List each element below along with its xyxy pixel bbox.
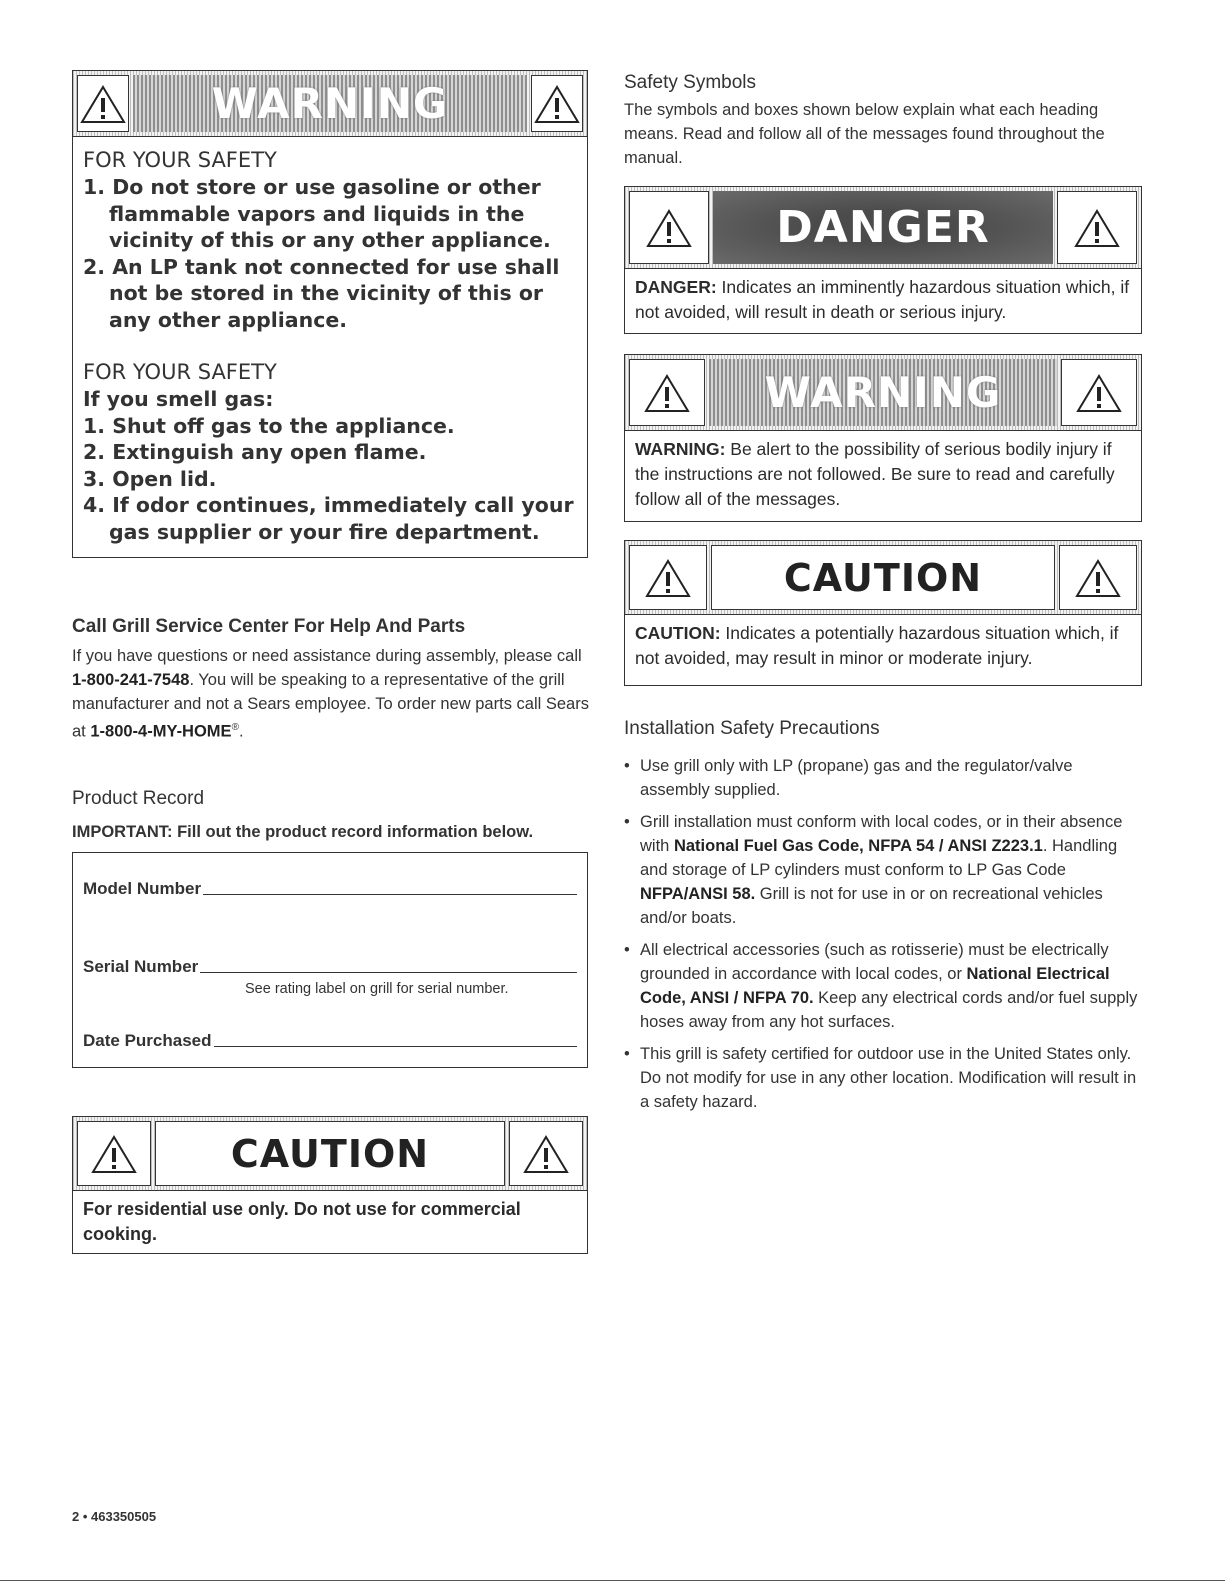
warning-triangle-icon [1061, 359, 1137, 426]
list-item: • Use grill only with LP (propane) gas and the regulator/valve assembly supplied. [624, 754, 1144, 802]
safety-symbols-intro: The symbols and boxes shown below explain what each heading means. Read and follow all of the messages found throughout the manual. [624, 101, 1105, 167]
caution-banner [73, 1117, 587, 1191]
safety-symbols-title: Safety Symbols [624, 72, 756, 93]
serial-number-field[interactable] [200, 972, 577, 973]
bullet-text: All electrical accessories (such as rotisserie) must be electrically grounded in accordance with local codes, or [640, 941, 1109, 983]
warning-triangle-icon [77, 1121, 151, 1186]
model-number-field[interactable] [203, 894, 577, 895]
list-item: 2. An LP tank not connected for use shall not be stored in the vicinity of this or any other appliance. [83, 254, 560, 332]
caution-box [624, 540, 1142, 686]
caution-signal-word: CAUTION [711, 545, 1055, 610]
warning-triangle-icon [509, 1121, 583, 1186]
service-text: If you have questions or need assistance during assembly, please call [72, 647, 582, 665]
serial-number-note: See rating label on grill for serial number. [245, 981, 509, 997]
date-purchased-label: Date Purchased [83, 1031, 212, 1050]
model-number-label: Model Number [83, 879, 202, 898]
serial-number-row [83, 957, 577, 977]
installation-title: Installation Safety Precautions [624, 718, 880, 739]
section-title: FOR YOUR SAFETY [83, 360, 277, 384]
installation-list [624, 754, 1144, 1122]
danger-box [624, 186, 1142, 334]
list-item [624, 810, 1144, 930]
warning-box [624, 354, 1142, 522]
warning-triangle-icon [1057, 191, 1137, 264]
warning-banner [625, 355, 1141, 431]
warning-triangle-icon [1059, 545, 1137, 610]
product-record-box [72, 852, 588, 1068]
caution-text [625, 615, 1141, 679]
danger-label: DANGER: [635, 277, 717, 297]
gas-smell-steps-list [83, 413, 577, 546]
date-purchased-row [83, 1031, 577, 1051]
caution-text: For residential use only. Do not use for commercial cooking. [83, 1199, 521, 1244]
list-item: 2. Extinguish any open flame. [83, 440, 427, 464]
warning-description: Be alert to the possibility of serious bodily injury if the instructions are not followed. Be sure to read and carefully follow all of the messages. [635, 439, 1115, 509]
bullet-text: Grill installation must conform with local codes, or in their absence with [640, 813, 1123, 855]
code-reference: NFPA/ANSI 58. [640, 885, 756, 903]
service-center-title: Call Grill Service Center For Help And Parts [72, 616, 466, 637]
list-item: 4. If odor continues, immediately call your gas supplier or your fire department. [83, 493, 574, 544]
important-note: IMPORTANT: Fill out the product record information below. [72, 823, 534, 841]
bullet-text: Keep any electrical cords and/or fuel supply hoses away from any hot surfaces. [640, 989, 1138, 1031]
service-text: . [238, 722, 244, 741]
warning-triangle-icon [77, 75, 129, 132]
service-text: . You will be speaking to a representative of the grill manufacturer and not a Sears employee. To order new parts call Sears at [72, 671, 589, 741]
warning-text [625, 431, 1141, 520]
registered-mark: ® [231, 722, 239, 733]
footer-divider [0, 1580, 1225, 1581]
list-item: • This grill is safety certified for outdoor use in the United States only. Do not modify for use in any other location. Modification will result in a safety hazard. [624, 1042, 1144, 1114]
warning-triangle-icon [629, 359, 705, 426]
fire-safety-warning-box [72, 70, 588, 558]
warning-label: WARNING: [635, 439, 726, 459]
warning-triangle-icon [531, 75, 583, 132]
caution-banner [625, 541, 1141, 615]
page-number: 2 • 463350505 [72, 1509, 157, 1524]
code-reference: National Electrical Code, ANSI / NFPA 70. [640, 965, 1110, 1007]
warning-triangle-icon [629, 191, 709, 264]
caution-label: CAUTION: [635, 623, 721, 643]
bullet-text: Grill is not for use in or on recreational vehicles and/or boats. [640, 885, 1103, 927]
danger-banner [625, 187, 1141, 269]
warning-signal-word: WARNING [133, 75, 527, 132]
danger-text [625, 269, 1141, 333]
serial-number-label: Serial Number [83, 957, 199, 976]
storage-rules-list [83, 174, 577, 333]
residential-caution-box [72, 1116, 588, 1254]
list-item [624, 938, 1144, 1034]
list-item: 1. Do not store or use gasoline or other flammable vapors and liquids in the vicinity of this or any other appliance. [83, 175, 551, 252]
date-purchased-field[interactable] [214, 1046, 578, 1047]
sears-phone: 1-800-4-MY-HOME [90, 722, 232, 741]
warning-triangle-icon [629, 545, 707, 610]
model-number-row [83, 879, 577, 899]
danger-signal-word: DANGER [713, 191, 1053, 264]
bullet-text: . Handling and storage of LP cylinders must conform to LP Gas Code [640, 837, 1118, 879]
service-phone: 1-800-241-7548 [72, 671, 190, 689]
service-center-text [72, 644, 590, 744]
section-title: FOR YOUR SAFETY [83, 148, 277, 172]
warning-signal-word: WARNING [709, 359, 1057, 426]
gas-smell-lead: If you smell gas: [83, 387, 274, 411]
caution-signal-word: CAUTION [155, 1121, 505, 1186]
warning-banner [73, 71, 587, 137]
danger-description: Indicates an imminently hazardous situation which, if not avoided, will result in death or serious injury. [635, 277, 1130, 322]
product-record-title: Product Record [72, 788, 205, 809]
code-reference: National Fuel Gas Code, NFPA 54 / ANSI Z223.1 [673, 837, 1043, 855]
caution-description: Indicates a potentially hazardous situation which, if not avoided, may result in minor or moderate injury. [635, 623, 1119, 668]
list-item: 1. Shut off gas to the appliance. [83, 413, 455, 438]
list-item: 3. Open lid. [83, 466, 217, 491]
